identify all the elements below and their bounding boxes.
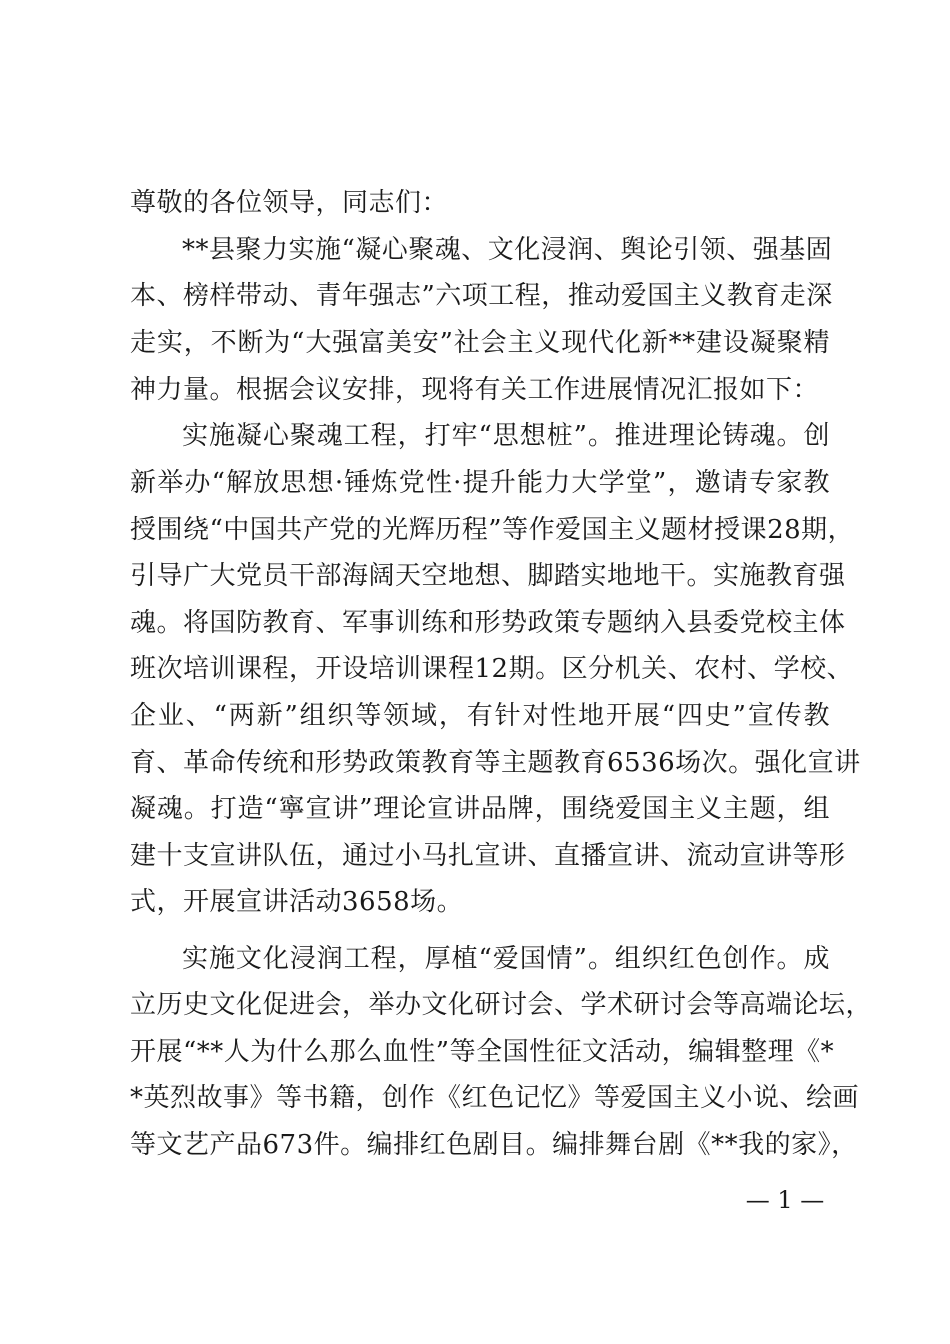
- paragraph-line: 实施文化浸润工程，厚植“爱国情”。组织红色创作。成: [182, 944, 830, 974]
- paragraph-line: 等文艺产品673件。编排红色剧目。编排舞台剧《**我的家》，: [130, 1130, 858, 1160]
- paragraph-line: 式，开展宣讲活动3658场。: [130, 887, 464, 917]
- paragraph-line: 实施凝心聚魂工程，打牢“思想桩”。推进理论铸魂。创: [182, 421, 830, 451]
- paragraph-line: 本、榜样带动、青年强志”六项工程，推动爱国主义教育走深: [130, 281, 833, 311]
- paragraph-line: 立历史文化促进会，举办文化研讨会、学术研讨会等高端论坛，: [130, 990, 873, 1020]
- paragraph-line: 魂。将国防教育、军事训练和形势政策专题纳入县委党校主体: [130, 608, 846, 638]
- paragraph-line: 建十支宣讲队伍，通过小马扎宣讲、直播宣讲、流动宣讲等形: [130, 841, 846, 871]
- paragraph-line: 走实，不断为“大强富美安”社会主义现代化新**建设凝聚精: [130, 328, 830, 358]
- paragraph-line: 引导广大党员干部海阔天空地想、脚踏实地地干。实施教育强: [130, 561, 846, 591]
- paragraph-line: 企业、“两新”组织等领域，有针对性地开展“四史”宣传教: [130, 701, 830, 731]
- paragraph-line: 神力量。根据会议安排，现将有关工作进展情况汇报如下：: [130, 375, 820, 405]
- salutation: 尊敬的各位领导，同志们：: [130, 188, 449, 218]
- paragraph-line: 开展“**人为什么那么血性”等全国性征文活动，编辑整理《*: [130, 1037, 835, 1067]
- paragraph-line: 凝魂。打造“寧宣讲”理论宣讲品牌，围绕爱国主义主题，组: [130, 794, 830, 824]
- paragraph-line: *英烈故事》等书籍，创作《红色记忆》等爱国主义小说、绘画: [130, 1083, 860, 1113]
- paragraph-line: 班次培训课程，开设培训课程12期。区分机关、农村、学校、: [130, 654, 854, 684]
- paragraph-line: 育、革命传统和形势政策教育等主题教育6536场次。强化宣讲: [130, 748, 861, 778]
- paragraph-line: **县聚力实施“凝心聚魂、文化浸润、舆论引领、强基固: [182, 235, 833, 265]
- paragraph-line: 新举办“解放思想·锤炼党性·提升能力大学堂”，邀请专家教: [130, 468, 830, 498]
- page-number: — 1 —: [745, 1186, 825, 1214]
- paragraph-line: 授围绕“中国共产党的光辉历程”等作爱国主义题材授课28期，: [130, 515, 855, 545]
